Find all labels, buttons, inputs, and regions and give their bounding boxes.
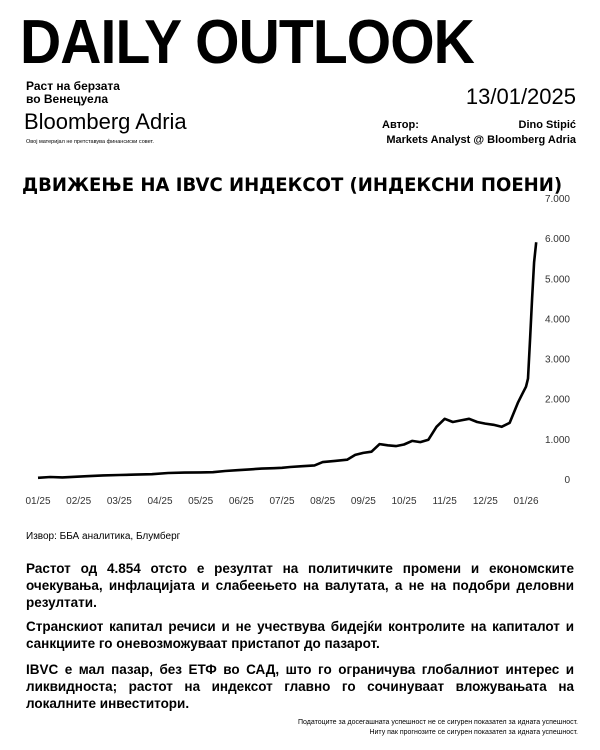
x-tick-label: 12/25 bbox=[472, 496, 498, 507]
report-subtitle bbox=[26, 80, 120, 106]
footer-line-2: Ниту пак прогнозите се сигурен показател за идната успешност. bbox=[369, 729, 578, 736]
disclaimer-note: Овој материјал не претставува финансиски совет. bbox=[26, 139, 154, 145]
x-tick-label: 03/25 bbox=[106, 496, 132, 507]
paragraph-2: Странскиот капитал речиси и не учествува бидејќи контролите на капиталот и санкциите го оневозможуваат пристапот до пазарот. bbox=[26, 619, 574, 651]
author-name: Dino Stipić bbox=[518, 119, 576, 131]
chart-title: ДВИЖЕЊЕ НА IBVC ИНДЕКСОТ (ИНДЕКСНИ ПОЕНИ) bbox=[22, 174, 563, 196]
brand-logo: Bloomberg Adria bbox=[24, 109, 187, 134]
y-tick-label: 3.000 bbox=[544, 354, 570, 366]
y-tick-label: 7.000 bbox=[544, 194, 570, 205]
author-role: Markets Analyst @ Bloomberg Adria bbox=[386, 134, 576, 146]
x-tick-label: 07/25 bbox=[269, 496, 295, 507]
footer-disclaimer bbox=[298, 718, 578, 738]
ibvc-index-line bbox=[38, 242, 536, 478]
footer-line-1: Податоците за досегашната успешност не се сигурен показател за идната успешност. bbox=[298, 719, 578, 726]
y-tick-label: 6.000 bbox=[544, 234, 570, 246]
subtitle-line-1: Раст на берзата bbox=[26, 79, 120, 93]
paragraph-1: Растот од 4.854 отсто е резултат на политичките промени и економските очекувања, инфлацијата и слабеењето на валутата, а не на подобри деловни резултати. bbox=[26, 561, 574, 610]
paragraph-3: IBVC е мал пазар, без ЕТФ во САД, што го ограничува глобалниот интерес и ликвидноста; растот на индексот главно го сочинуваат вложувањата на локалните инвеститори. bbox=[26, 662, 574, 711]
subtitle-line-2: во Венецуела bbox=[26, 92, 109, 106]
x-tick-label: 05/25 bbox=[188, 496, 214, 507]
x-tick-label: 10/25 bbox=[391, 496, 417, 507]
author-label: Автор: bbox=[382, 119, 419, 131]
y-tick-label: 4.000 bbox=[544, 314, 570, 326]
x-tick-label: 02/25 bbox=[66, 496, 92, 507]
x-tick-label: 06/25 bbox=[228, 496, 254, 507]
masthead-title: DAILY OUTLOOK bbox=[20, 8, 474, 77]
source-note: Извор: ББА аналитика, Блумберг bbox=[26, 531, 181, 542]
y-tick-label: 5.000 bbox=[544, 274, 570, 286]
x-tick-label: 01/25 bbox=[25, 496, 51, 507]
x-tick-label: 04/25 bbox=[147, 496, 173, 507]
x-tick-label: 08/25 bbox=[310, 496, 336, 507]
ibvc-line-chart bbox=[0, 190, 600, 515]
x-tick-label: 11/25 bbox=[432, 496, 457, 507]
y-tick-label: 0 bbox=[564, 475, 570, 486]
report-date: 13/01/2025 bbox=[465, 84, 576, 109]
x-tick-label: 01/26 bbox=[513, 496, 539, 507]
y-tick-label: 1.000 bbox=[544, 434, 570, 446]
x-tick-label: 09/25 bbox=[350, 496, 376, 507]
y-tick-label: 2.000 bbox=[544, 394, 570, 406]
